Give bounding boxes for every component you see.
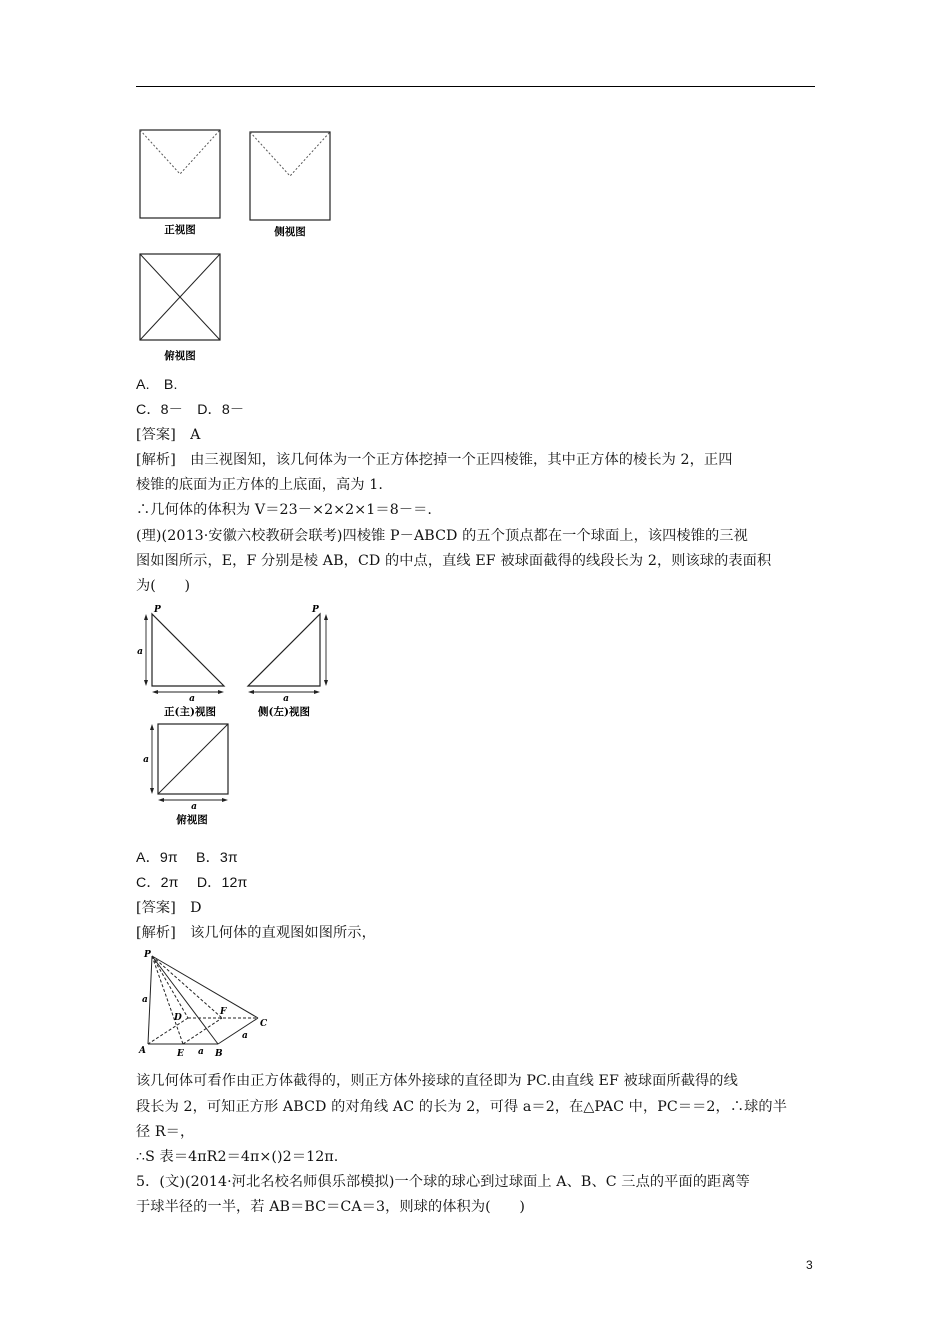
analysis-2-line1: [解析] 该几何体的直观图如图所示，: [136, 925, 376, 941]
solid-b-label: B: [215, 1049, 223, 1059]
solid-f-label: F: [220, 1007, 227, 1017]
top-view-drawing: [140, 254, 220, 340]
question-li-line2: 图如图所示，E，F 分别是棱 AB，CD 的中点，直线 EF 被球面截得的线段长为 2，则该球的表面积: [136, 553, 772, 569]
analysis-2-line2: 该几何体可看作由正方体截得的，则正方体外接球的直径即为 PC.由直线 EF 被球面所截得的线: [136, 1073, 738, 1089]
answer-2: [答案] D: [136, 900, 202, 916]
three-views-figure-2: [136, 602, 346, 834]
analysis-1-line2: 棱锥的底面为正方体的上底面，高为 1.: [136, 477, 383, 493]
header-rule: [136, 86, 815, 87]
question-li-line3: 为( ): [136, 578, 191, 594]
top-a-vertical: a: [143, 755, 149, 765]
front-view-2-label: 正(主)视图: [164, 706, 216, 718]
side-view-2-drawing: [248, 614, 328, 694]
front-view-drawing: [140, 130, 220, 218]
front-view-label: 正视图: [164, 224, 196, 236]
analysis-2-line4: 径 R＝，: [136, 1124, 195, 1140]
question-5-line1: 5．(文)(2014·河北名校名师俱乐部模拟)一个球的球心到过球面上 A、B、C 三点的平面的距离等: [136, 1174, 750, 1190]
top-view-2-label: 俯视图: [176, 814, 208, 826]
three-views-figure-1: [130, 120, 350, 370]
front-p-label: P: [154, 605, 161, 615]
side-p-label: P: [312, 605, 319, 615]
solid-a-right: a: [242, 1031, 248, 1041]
side-view-drawing: [250, 132, 330, 220]
solid-d-label: D: [174, 1013, 182, 1023]
front-a-vertical: a: [137, 647, 143, 657]
solid-a-bottom: a: [198, 1047, 204, 1057]
side-a-horizontal: a: [283, 694, 289, 704]
choices-cd-2: C．2π D．12π: [136, 875, 248, 891]
analysis-1-line3: ∴几何体的体积为 V＝23－×2×2×1＝8－＝.: [136, 502, 433, 518]
solid-p-label: P: [144, 950, 151, 960]
question-5-line2: 于球半径的一半，若 AB＝BC＝CA＝3，则球的体积为( ): [136, 1199, 525, 1215]
solid-e-label: E: [177, 1049, 184, 1059]
question-li-line1: (理)(2013·安徽六校教研会联考)四棱锥 P－ABCD 的五个顶点都在一个球面上，该四棱锥的三视: [136, 528, 748, 544]
solid-c-label: C: [260, 1019, 268, 1029]
solid-a-label: A: [139, 1046, 146, 1056]
front-view-2-drawing: [144, 614, 224, 694]
top-a-horizontal: a: [191, 802, 197, 812]
choices-cd-1: C．8－ D．8－: [136, 402, 245, 418]
side-view-label: 侧视图: [274, 226, 306, 238]
pyramid-solid-figure: [136, 946, 276, 1066]
top-view-2-drawing: [150, 724, 228, 802]
side-view-2-label: 侧(左)视图: [258, 706, 310, 718]
choices-ab-2: A．9π B．3π: [136, 850, 238, 866]
solid-a-left: a: [142, 995, 148, 1005]
choices-ab-1: A. B.: [136, 377, 178, 393]
analysis-1-line1: [解析] 由三视图知，该几何体为一个正方体挖掉一个正四棱锥，其中正方体的棱长为 2，正四: [136, 452, 733, 468]
front-a-horizontal: a: [189, 694, 195, 704]
top-view-label: 俯视图: [164, 350, 196, 362]
analysis-2-line3: 段长为 2，可知正方形 ABCD 的对角线 AC 的长为 2，可得 a＝2，在△PAC 中，PC＝＝2，∴球的半: [136, 1099, 787, 1115]
page-number: 3: [806, 1258, 813, 1272]
analysis-2-line5: ∴S 表＝4πR2＝4π×()2＝12π.: [136, 1149, 339, 1165]
answer-1: [答案] A: [136, 427, 201, 443]
